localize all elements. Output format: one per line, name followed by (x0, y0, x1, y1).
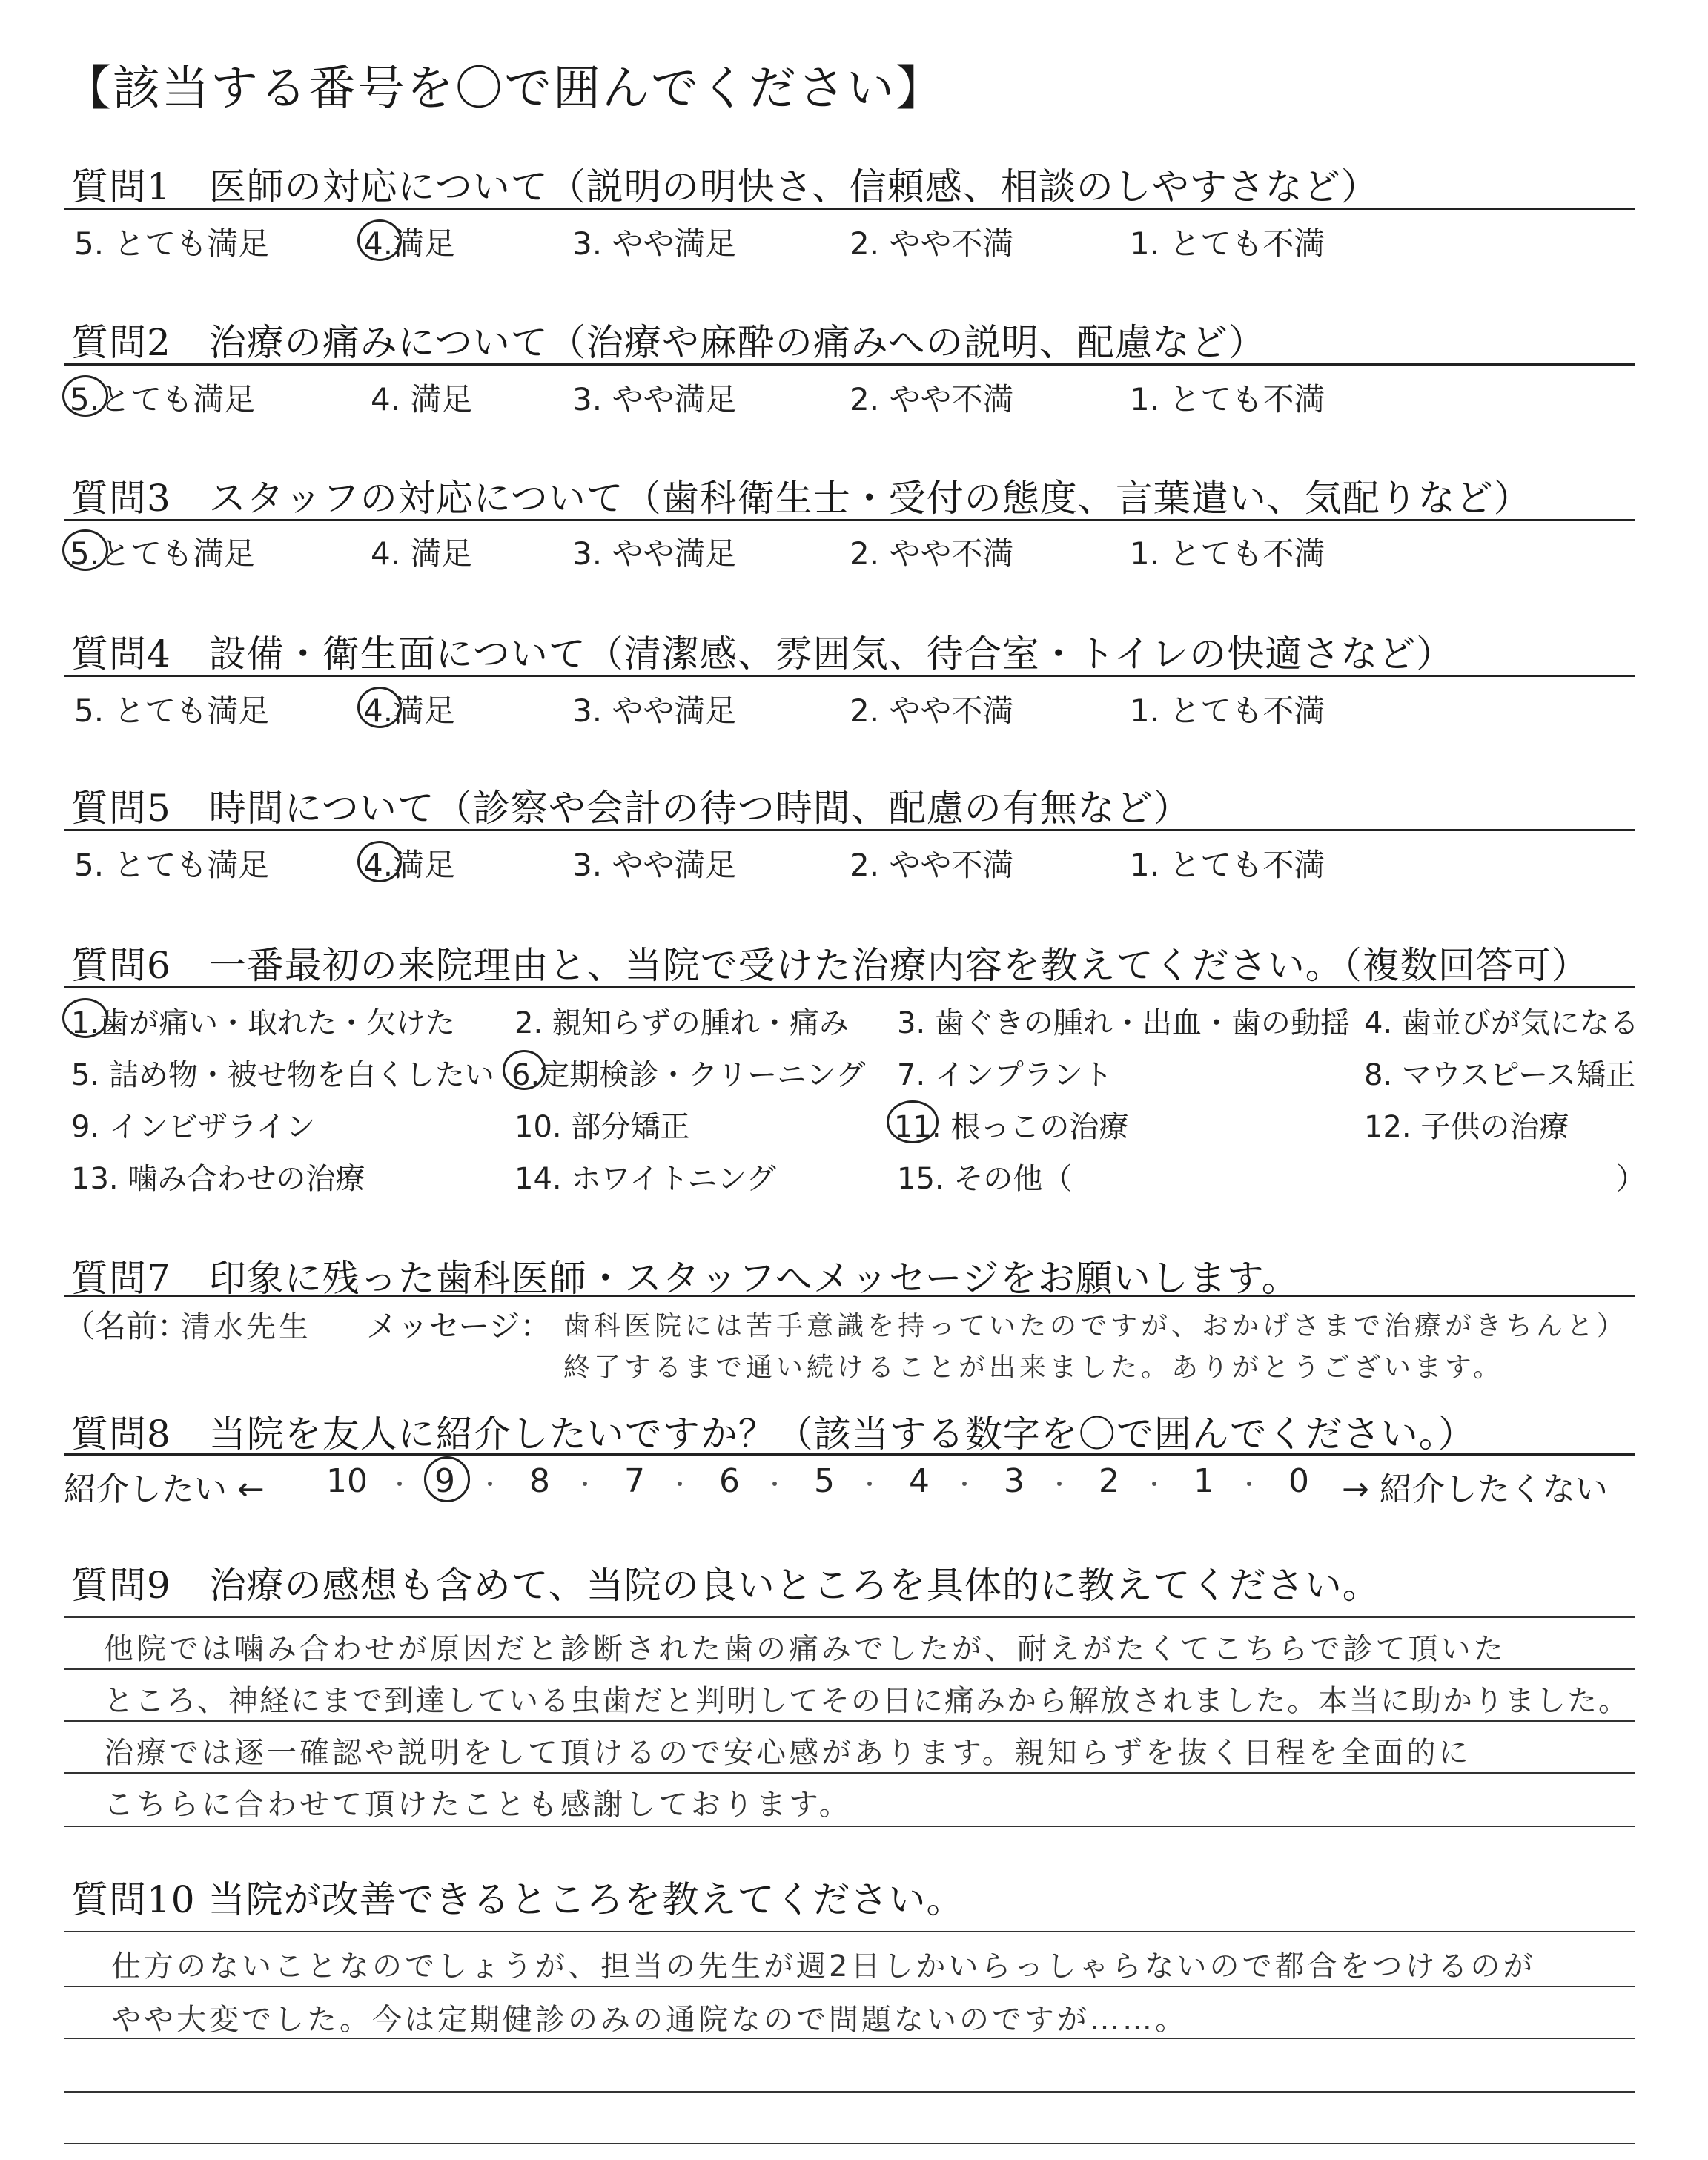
answer-line-2[interactable]: やや大変でした。今は定期健診のみの通院なので問題ないのですが……。 (111, 2003, 1188, 2037)
separator-dot (1247, 1482, 1251, 1486)
recommend-left-label: 紹介したい ← (64, 1470, 265, 1508)
score-2[interactable]: 2 (1099, 1462, 1119, 1500)
score-0[interactable]: 0 (1288, 1462, 1309, 1500)
message-label: メッセージ： (366, 1308, 552, 1344)
ruled-line (64, 1772, 1635, 1774)
divider (64, 208, 1635, 210)
message-line-1[interactable]: 歯科医院には苦手意識を持っていたのですが、おかげさまで治療がきちんと） (563, 1311, 1628, 1341)
option-1[interactable]: 1. とても不満 (1130, 847, 1325, 883)
option-3[interactable]: 3. やや満足 (572, 535, 737, 572)
option-2[interactable]: 2. やや不満 (850, 847, 1014, 883)
separator-dot (867, 1482, 872, 1486)
name-value[interactable]: 清水先生 (181, 1310, 311, 1344)
score-1[interactable]: 1 (1194, 1462, 1214, 1500)
other-close-paren: ） (1616, 1162, 1646, 1196)
score-5[interactable]: 5 (814, 1462, 835, 1500)
separator-dot (488, 1482, 492, 1486)
score-10[interactable]: 10 (326, 1462, 368, 1500)
option-3[interactable]: 3. やや満足 (572, 381, 737, 417)
option-5[interactable]: 5. とても満足 (74, 847, 270, 883)
question-title: 質問3 スタッフの対応について（歯科衛生士・受付の態度、言葉遣い、気配りなど） (71, 477, 1532, 520)
option-5[interactable]: 5. とても満足 (74, 693, 270, 729)
separator-dot (1057, 1482, 1062, 1486)
reason-option-10[interactable]: 10. 部分矯正 (514, 1110, 690, 1144)
option-1[interactable]: 1. とても不満 (1130, 225, 1325, 262)
option-5-selected[interactable]: 5.とても満足 (70, 381, 256, 417)
reason-option-11-selected[interactable]: 11. 根っこの治療 (894, 1110, 1129, 1144)
divider (64, 363, 1635, 366)
answer-line-2[interactable]: ところ、神経にまで到達している虫歯だと判明してその日に痛みから解放されました。本当に助かりました。 (104, 1684, 1629, 1718)
question-title: 質問4 設備・衛生面について（清潔感、雰囲気、待合室・トイレの快適さなど） (71, 633, 1454, 676)
score-9-selected[interactable]: 9 (434, 1462, 455, 1500)
divider (64, 519, 1635, 521)
reason-option-2[interactable]: 2. 親知らずの腫れ・痛み (514, 1006, 849, 1040)
separator-dot (1152, 1482, 1156, 1486)
question-title: 質問9 治療の感想も含めて、当院の良いところを具体的に教えてください。 (71, 1564, 1380, 1607)
score-8[interactable]: 8 (529, 1462, 550, 1500)
question-title: 質問2 治療の痛みについて（治療や麻酔の痛みへの説明、配慮など） (71, 321, 1266, 364)
reason-option-5[interactable]: 5. 詰め物・被せ物を白くしたい (71, 1058, 494, 1092)
option-4-selected[interactable]: 4.満足 (363, 693, 456, 729)
answer-line-1[interactable]: 他院では噛み合わせが原因だと診断された歯の痛みでしたが、耐えがたくてこちらで診て頂いた (104, 1632, 1506, 1666)
reason-option-9[interactable]: 9. インビザライン (71, 1110, 316, 1144)
option-2[interactable]: 2. やや不満 (850, 381, 1014, 417)
reason-option-12[interactable]: 12. 子供の治療 (1364, 1110, 1569, 1144)
score-6[interactable]: 6 (719, 1462, 740, 1500)
ruled-line (64, 2038, 1635, 2039)
option-2[interactable]: 2. やや不満 (850, 535, 1014, 572)
question-title: 質問7 印象に残った歯科医師・スタッフへメッセージをお願いします。 (71, 1257, 1300, 1300)
separator-dot (772, 1482, 777, 1486)
option-3[interactable]: 3. やや満足 (572, 847, 737, 883)
option-4[interactable]: 4. 満足 (371, 535, 473, 572)
reason-option-1-selected[interactable]: 1.歯が痛い・取れた・欠けた (71, 1006, 456, 1040)
reason-option-7[interactable]: 7. インプラント (897, 1058, 1113, 1092)
page-heading: 【該当する番号を〇で囲んでください】 (64, 62, 944, 116)
option-4-selected[interactable]: 4.満足 (363, 225, 456, 262)
option-4[interactable]: 4. 満足 (371, 381, 473, 417)
answer-line-4[interactable]: こちらに合わせて頂けたことも感謝しております。 (104, 1788, 852, 1822)
reason-option-3[interactable]: 3. 歯ぐきの腫れ・出血・歯の動揺 (897, 1006, 1350, 1040)
message-line-2[interactable]: 終了するまで通い続けることが出来ました。ありがとうございます。 (563, 1353, 1504, 1383)
option-2[interactable]: 2. やや不満 (850, 225, 1014, 262)
reason-option-8[interactable]: 8. マウスピース矯正 (1364, 1058, 1636, 1092)
ruled-line (64, 1616, 1635, 1618)
reason-option-14[interactable]: 14. ホワイトニング (514, 1162, 776, 1196)
option-1[interactable]: 1. とても不満 (1130, 535, 1325, 572)
question-title: 質問1 医師の対応について（説明の明快さ、信頼感、相談のしやすさなど） (71, 165, 1379, 208)
separator-dot (583, 1482, 587, 1486)
option-1[interactable]: 1. とても不満 (1130, 381, 1325, 417)
ruled-line (64, 1668, 1635, 1670)
recommend-right-label: → 紹介したくない (1342, 1470, 1608, 1508)
separator-dot (962, 1482, 967, 1486)
divider (64, 675, 1635, 677)
option-3[interactable]: 3. やや満足 (572, 225, 737, 262)
option-3[interactable]: 3. やや満足 (572, 693, 737, 729)
ruled-line (64, 2143, 1635, 2144)
divider (64, 986, 1635, 988)
question-title: 質問10 当院が改善できるところを教えてください。 (71, 1878, 964, 1921)
divider (64, 829, 1635, 831)
ruled-line (64, 1826, 1635, 1827)
reason-option-6-selected[interactable]: 6.定期検診・クリーニング (512, 1058, 866, 1092)
option-4-selected[interactable]: 4.満足 (363, 847, 456, 883)
answer-line-1[interactable]: 仕方のないことなのでしょうが、担当の先生が週2日しかいらっしゃらないので都合をつけるのが (111, 1949, 1536, 1984)
option-5-selected[interactable]: 5.とても満足 (70, 535, 256, 572)
divider (64, 1295, 1635, 1297)
divider (64, 1453, 1635, 1456)
reason-option-4[interactable]: 4. 歯並びが気になる (1364, 1006, 1639, 1040)
reason-option-15[interactable]: 15. その他（ (897, 1162, 1073, 1196)
ruled-line (64, 2091, 1635, 2093)
option-2[interactable]: 2. やや不満 (850, 693, 1014, 729)
option-1[interactable]: 1. とても不満 (1130, 693, 1325, 729)
name-label: （名前： (64, 1308, 189, 1344)
question-title: 質問8 当院を友人に紹介したいですか？（該当する数字を〇で囲んでください。） (71, 1413, 1476, 1456)
option-5[interactable]: 5. とても満足 (74, 225, 270, 262)
question-title: 質問6 一番最初の来院理由と、当院で受けた治療内容を教えてください。（複数回答可） (71, 944, 1589, 987)
question-title: 質問5 時間について（診察や会計の待つ時間、配慮の有無など） (71, 787, 1191, 830)
answer-line-3[interactable]: 治療では逐一確認や説明をして頂けるので安心感があります。親知らずを抜く日程を全面的に (104, 1736, 1472, 1770)
score-7[interactable]: 7 (624, 1462, 645, 1500)
reason-option-13[interactable]: 13. 噛み合わせの治療 (71, 1162, 365, 1196)
separator-dot (678, 1482, 682, 1486)
ruled-line (64, 1931, 1635, 1932)
separator-dot (397, 1482, 402, 1486)
ruled-line (64, 1986, 1635, 1987)
score-4[interactable]: 4 (909, 1462, 930, 1500)
ruled-line (64, 1720, 1635, 1722)
score-3[interactable]: 3 (1004, 1462, 1025, 1500)
